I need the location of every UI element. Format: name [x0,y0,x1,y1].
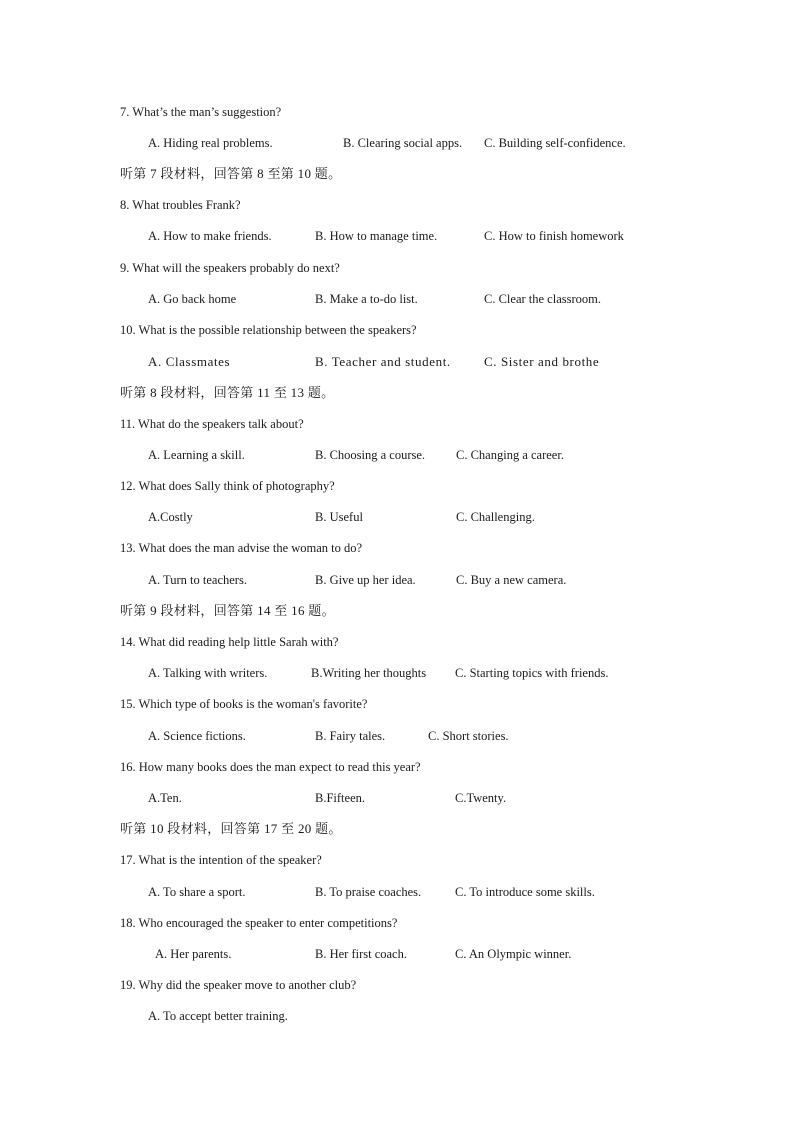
section-heading-10: 听第 10 段材料，回答第 17 至 20 题。 [120,821,342,836]
q10-option-b: B. Teacher and student. [315,354,451,369]
q19-option-a: A. To accept better training. [148,1009,288,1023]
q8-option-a: A. How to make friends. [148,229,272,243]
question-17: 17. What is the intention of the speaker? [120,853,322,867]
q14-option-a: A. Talking with writers. [148,666,268,680]
question-15: 15. Which type of books is the woman's favorite? [120,697,368,711]
q12-option-c: C. Challenging. [456,510,535,524]
q10-option-a: A. Classmates [148,354,231,369]
q13-option-c: C. Buy a new camera. [456,573,567,587]
q18-option-b: B. Her first coach. [315,947,407,961]
q15-option-a: A. Science fictions. [148,729,246,743]
q9-option-a: A. Go back home [148,292,237,306]
q17-option-b: B. To praise coaches. [315,885,422,899]
section-heading-7: 听第 7 段材料，回答第 8 至第 10 题。 [120,166,342,181]
q11-option-b: B. Choosing a course. [315,448,426,462]
q9-option-c: C. Clear the classroom. [484,292,601,306]
q7-option-b: B. Clearing social apps. [343,136,463,150]
q14-option-c: C. Starting topics with friends. [455,666,609,680]
q8-option-c: C. How to finish homework [484,229,624,243]
section-heading-9: 听第 9 段材料，回答第 14 至 16 题。 [120,603,335,618]
q16-option-c: C.Twenty. [455,791,507,805]
q11-option-a: A. Learning a skill. [148,448,245,462]
q7-option-a: A. Hiding real problems. [148,136,273,150]
q10-option-c: C. Sister and brothe [484,354,600,369]
q18-option-c: C. An Olympic winner. [455,947,572,961]
section-heading-8: 听第 8 段材料，回答第 11 至 13 题。 [120,385,335,400]
q11-option-c: C. Changing a career. [456,448,564,462]
q16-option-b: B.Fifteen. [315,791,365,805]
question-9: 9. What will the speakers probably do next? [120,261,340,275]
question-8: 8. What troubles Frank? [120,198,241,212]
question-19: 19. Why did the speaker move to another club? [120,978,357,992]
q8-option-b: B. How to manage time. [315,229,438,243]
question-13: 13. What does the man advise the woman to do? [120,541,363,555]
q13-option-a: A. Turn to teachers. [148,573,247,587]
q17-option-a: A. To share a sport. [148,885,246,899]
question-11: 11. What do the speakers talk about? [120,417,304,431]
question-10: 10. What is the possible relationship between the speakers? [120,323,417,337]
q7-option-c: C. Building self-confidence. [484,136,626,150]
q12-option-b: B. Useful [315,510,363,524]
q15-option-c: C. Short stories. [428,729,509,743]
q18-option-a: A. Her parents. [155,947,232,961]
question-14: 14. What did reading help little Sarah with? [120,635,339,649]
question-7: 7. What’s the man’s suggestion? [120,105,282,119]
q9-option-b: B. Make a to-do list. [315,292,418,306]
q13-option-b: B. Give up her idea. [315,573,416,587]
question-16: 16. How many books does the man expect to read this year? [120,760,421,774]
q12-option-a: A.Costly [148,510,193,524]
q17-option-c: C. To introduce some skills. [455,885,595,899]
q16-option-a: A.Ten. [148,791,182,805]
question-18: 18. Who encouraged the speaker to enter competitions? [120,916,398,930]
q15-option-b: B. Fairy tales. [315,729,386,743]
q14-option-b: B.Writing her thoughts [311,666,427,680]
question-12: 12. What does Sally think of photography? [120,479,335,493]
